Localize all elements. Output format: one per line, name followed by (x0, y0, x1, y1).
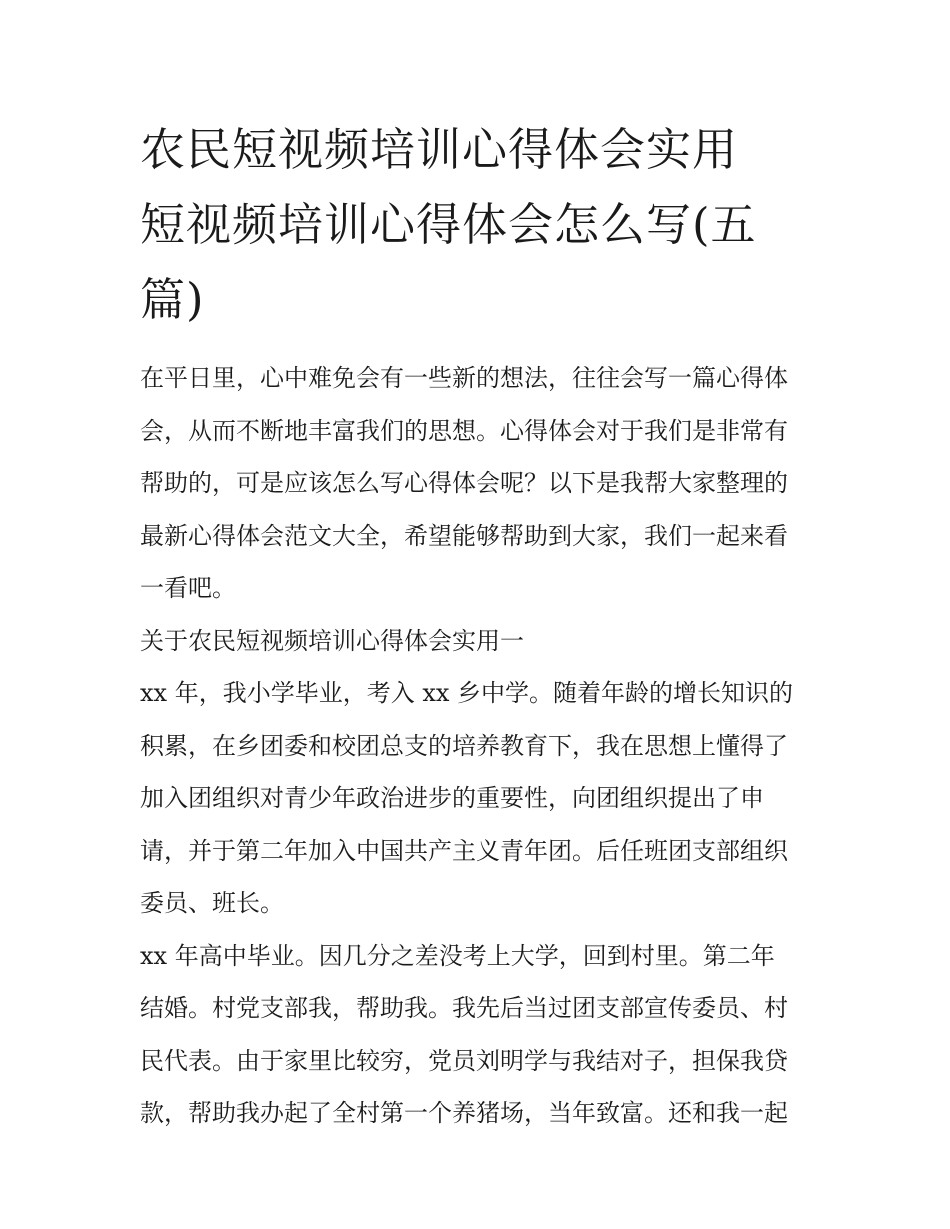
document-body (140, 352, 820, 1140)
paragraph-2-line-2: 结婚。村党支部我，帮助我。我先后当过团支部宣传委员、村 (140, 994, 788, 1022)
paragraph-1-line-3: 加入团组织对青少年政治进步的重要性，向团组织提出了申 (140, 784, 764, 812)
title-line-3: 篇) (140, 273, 205, 326)
intro-line-5: 一看吧。 (140, 574, 236, 602)
paragraph-2-line-4: 款，帮助我办起了全村第一个养猪场，当年致富。还和我一起 (140, 1099, 788, 1127)
paragraph-2-line-1: xx 年高中毕业。因几分之差没考上大学，回到村里。第二年 (140, 941, 775, 970)
paragraph-1-line-1: xx 年，我小学毕业，考入 xx 乡中学。随着年龄的增长知识的 (140, 679, 794, 707)
title-line-1: 农民短视频培训心得体会实用 (140, 123, 739, 176)
intro-line-3: 帮助的，可是应该怎么写心得体会呢？以下是我帮大家整理的 (140, 469, 788, 497)
title-line-2: 短视频培训心得体会怎么写(五 (140, 198, 757, 251)
paragraph-2-line-3: 民代表。由于家里比较穷，党员刘明学与我结对子，担保我贷 (140, 1046, 788, 1075)
paragraph-1-line-5: 委员、班长。 (140, 889, 284, 917)
intro-line-1: 在平日里，心中难免会有一些新的想法，往往会写一篇心得体 (140, 364, 788, 392)
section-heading: 关于农民短视频培训心得体会实用一 (140, 626, 524, 655)
paragraph-1-line-2: 积累，在乡团委和校团总支的培养教育下，我在思想上懂得了 (140, 731, 788, 760)
intro-line-4: 最新心得体会范文大全，希望能够帮助到大家，我们一起来看 (140, 521, 788, 550)
intro-line-2: 会，从而不断地丰富我们的思想。心得体会对于我们是非常有 (140, 416, 788, 445)
paragraph-1-line-4: 请，并于第二年加入中国共产主义青年团。后任班团支部组织 (140, 836, 788, 865)
document-title (140, 112, 820, 337)
